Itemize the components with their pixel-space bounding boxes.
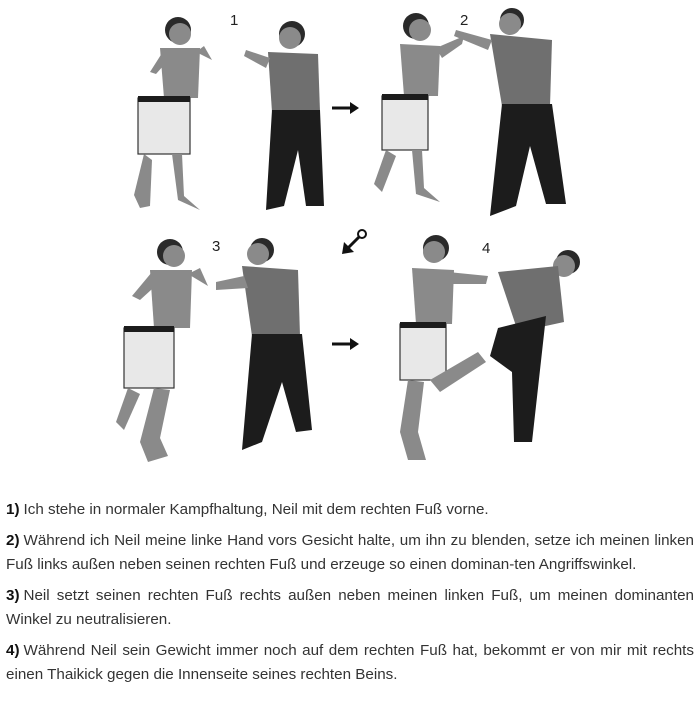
step-number: 3) — [6, 587, 20, 604]
arrow-right-icon — [330, 100, 360, 121]
step-number: 1) — [6, 501, 20, 518]
fighters-illustration-4 — [378, 232, 594, 468]
step-text: Während Neil sein Gewicht immer noch auf dem rechten Fuß hat, bekommt er von mir mit rechts einen Thaikick gegen die Innenseite seines rechten Beins. — [6, 642, 694, 683]
panel-number-3: 3 — [212, 238, 221, 255]
step-text: Ich stehe in normaler Kampfhaltung, Neil mit dem rechten Fuß vorne. — [23, 501, 489, 518]
panel-number-2: 2 — [460, 12, 469, 29]
photo-panel-1 — [120, 10, 330, 220]
instruction-steps — [6, 498, 694, 694]
step-3 — [6, 584, 694, 632]
fighters-illustration-1 — [120, 10, 330, 220]
step-number: 4) — [6, 642, 20, 659]
step-2 — [6, 529, 694, 577]
arrow-down-left-icon — [340, 228, 370, 263]
fighters-illustration-2 — [366, 6, 582, 222]
step-text: Während ich Neil meine linke Hand vors Gesicht halte, um ihn zu blenden, setze ich meinen linken Fuß links außen neben seinen rechten Fuß und erzeuge so einen dominan-ten Angriffswinkel. — [6, 532, 694, 573]
step-text: Neil setzt seinen rechten Fuß rechts außen neben meinen linken Fuß, um meinen dominanten Winkel zu neutralisieren. — [6, 587, 694, 628]
photo-panel-3 — [112, 232, 334, 468]
panel-number-1: 1 — [230, 12, 239, 29]
arrow-right-icon — [330, 336, 360, 357]
step-1 — [6, 498, 694, 522]
step-number: 2) — [6, 532, 20, 549]
step-4 — [6, 639, 694, 687]
photo-panel-2 — [366, 6, 582, 222]
fighters-illustration-3 — [112, 232, 334, 468]
photo-panel-4 — [378, 232, 594, 468]
panel-number-4: 4 — [482, 240, 491, 257]
